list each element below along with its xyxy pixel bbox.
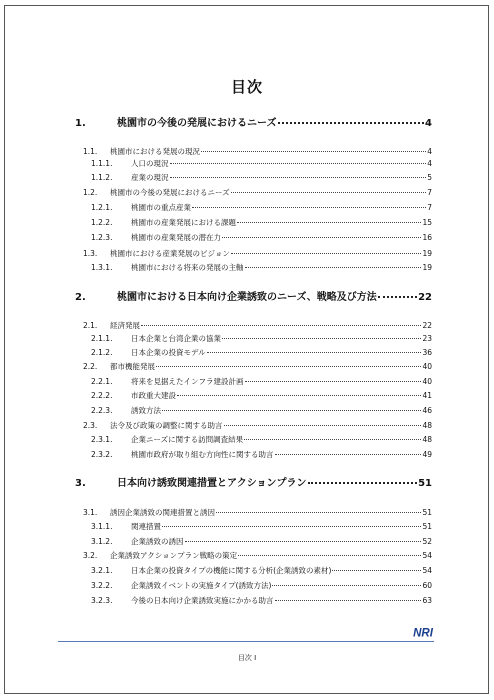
- toc-number: 1.2.1.: [91, 203, 113, 212]
- toc-leader-dots: [170, 163, 427, 164]
- toc-leader-dots: [378, 296, 417, 298]
- toc-leader-dots: [185, 541, 422, 542]
- toc-number: 2.1.: [83, 321, 98, 330]
- toc-page-number: 51: [422, 508, 432, 517]
- toc-page-number: 15: [422, 218, 432, 227]
- toc-entry[interactable]: [83, 187, 432, 199]
- toc-label: 桃園市の重点産業: [131, 203, 191, 212]
- toc-leader-dots: [156, 366, 421, 367]
- toc-leader-dots: [207, 352, 422, 353]
- toc-entry[interactable]: [91, 405, 432, 417]
- toc-chapter[interactable]: [75, 478, 432, 490]
- toc-page-number: 48: [422, 421, 432, 430]
- toc-page-number: 51: [422, 522, 432, 531]
- toc-label: 日本企業と台湾企業の協業: [131, 334, 221, 343]
- toc-leader-dots: [222, 237, 421, 238]
- toc-entry[interactable]: [91, 217, 432, 229]
- toc-page-number: 41: [422, 391, 432, 400]
- toc-leader-dots: [245, 381, 422, 382]
- toc-label: 法令及び政策の調整に関する助言: [110, 421, 223, 430]
- toc-page-number: 54: [422, 566, 432, 575]
- toc-entry[interactable]: [91, 376, 432, 388]
- toc-page-number: 23: [422, 334, 432, 343]
- toc-entry[interactable]: [91, 262, 432, 274]
- toc-chapter[interactable]: [75, 118, 432, 130]
- toc-page-number: 46: [422, 406, 432, 415]
- toc-label: 桃園市の産業発展の潜在力: [131, 233, 221, 242]
- toc-label: 今後の日本向け企業誘致実施にかかる助言: [131, 596, 274, 605]
- toc-number: 1.3.: [83, 249, 98, 258]
- toc-entry[interactable]: [91, 158, 432, 170]
- toc-number: 3.1.: [83, 508, 98, 517]
- toc-leader-dots: [231, 192, 427, 193]
- toc-leader-dots: [141, 325, 421, 326]
- document-title: 目次: [230, 78, 263, 96]
- toc-number: 3.1.2.: [91, 537, 113, 546]
- toc-page-number: 4: [427, 147, 432, 156]
- toc-label: 人口の現況: [131, 159, 169, 168]
- toc-page-number: 16: [422, 233, 432, 242]
- toc-number: 1.1.2.: [91, 173, 113, 182]
- toc-number: 3.2.2.: [91, 581, 113, 590]
- toc-entry[interactable]: [83, 420, 432, 432]
- toc-number: 1.: [75, 118, 86, 129]
- toc-number: 2.3.: [83, 421, 98, 430]
- toc-entry[interactable]: [83, 507, 432, 519]
- toc-entry[interactable]: [91, 232, 432, 244]
- toc-label: 経済発展: [110, 321, 140, 330]
- toc-entry[interactable]: [91, 565, 432, 577]
- toc-number: 1.2.3.: [91, 233, 113, 242]
- toc-entry[interactable]: [91, 521, 432, 533]
- toc-leader-dots: [237, 222, 421, 223]
- toc-label: 市政重大建設: [131, 391, 176, 400]
- toc-number: 2.2.2.: [91, 391, 113, 400]
- toc-leader-dots: [238, 555, 421, 556]
- toc-label: 桃園市政府が取り組む方向性に関する助言: [131, 450, 274, 459]
- toc-leader-dots: [162, 410, 421, 411]
- toc-number: 3.2.1.: [91, 566, 113, 575]
- toc-page-number: 36: [422, 348, 432, 357]
- toc-page-number: 40: [422, 377, 432, 386]
- toc-page-number: 19: [422, 263, 432, 272]
- toc-label: 企業誘致アクションプラン戦略の策定: [110, 551, 238, 560]
- toc-page-number: 63: [422, 596, 432, 605]
- toc-label: 日本向け誘致関連措置とアクションプラン: [117, 478, 307, 489]
- toc-number: 3.: [75, 478, 86, 489]
- toc-leader-dots: [170, 177, 427, 178]
- toc-number: 1.3.1.: [91, 263, 113, 272]
- toc-entry[interactable]: [91, 449, 432, 461]
- toc-label: 都市機能発展: [110, 362, 155, 371]
- toc-leader-dots: [244, 439, 421, 440]
- toc-number: 1.2.: [83, 188, 98, 197]
- toc-number: 1.1.: [83, 147, 98, 156]
- toc-label: 関連措置: [131, 522, 161, 531]
- toc-page-number: 52: [422, 537, 432, 546]
- toc-label: 将来を見据えたインフラ建設計画: [131, 377, 244, 386]
- toc-leader-dots: [162, 526, 421, 527]
- toc-label: 桃園市の産業発展における課題: [131, 218, 236, 227]
- toc-page-number: 5: [427, 173, 432, 182]
- toc-label: 桃園市の今後の発展におけるニーズ: [117, 118, 277, 129]
- toc-label: 桃園市における産業発展のビジョン: [110, 249, 230, 258]
- toc-leader-dots: [278, 122, 425, 124]
- toc-entry[interactable]: [83, 361, 432, 373]
- toc-label: 日本企業の投資モデル: [131, 348, 206, 357]
- toc-leader-dots: [245, 267, 422, 268]
- toc-label: 誘致方法: [131, 406, 161, 415]
- toc-number: 1.1.1.: [91, 159, 113, 168]
- toc-page-number: 60: [422, 581, 432, 590]
- toc-leader-dots: [216, 512, 421, 513]
- toc-leader-dots: [275, 600, 422, 601]
- toc-page-number: 19: [422, 249, 432, 258]
- toc-number: 1.2.2.: [91, 218, 113, 227]
- toc-entry[interactable]: [91, 333, 432, 345]
- nri-logo: [410, 626, 436, 638]
- toc-leader-dots: [275, 454, 422, 455]
- toc-page-number: 54: [422, 551, 432, 560]
- toc-page-number: 49: [422, 450, 432, 459]
- toc-label: 企業ニーズに関する訪問調査結果: [131, 435, 244, 444]
- toc-leader-dots: [177, 395, 421, 396]
- toc-page-number: 48: [422, 435, 432, 444]
- toc-entry[interactable]: [91, 347, 432, 359]
- toc-entry[interactable]: [83, 248, 432, 260]
- toc-entry[interactable]: [83, 146, 432, 158]
- toc-leader-dots: [224, 425, 422, 426]
- toc-label: 桃園市における発展の現況: [110, 147, 200, 156]
- toc-number: 2.3.2.: [91, 450, 113, 459]
- toc-number: 2.: [75, 292, 86, 303]
- toc-number: 3.2.: [83, 551, 98, 560]
- toc-entry[interactable]: [83, 550, 432, 562]
- toc-label: 桃園市における将来の発展の主軸: [131, 263, 244, 272]
- toc-page-number: 7: [427, 203, 432, 212]
- toc-number: 2.2.1.: [91, 377, 113, 386]
- toc-page-number: 22: [418, 292, 432, 303]
- logo-text: NRI: [413, 627, 433, 638]
- toc-label: 企業誘致イベントの実施タイプ(誘致方法): [131, 581, 272, 590]
- toc-label: 誘因企業誘致の関連措置と誘因: [110, 508, 215, 517]
- toc-entry[interactable]: [91, 536, 432, 548]
- toc-chapter[interactable]: [75, 292, 432, 304]
- toc-number: 2.1.1.: [91, 334, 113, 343]
- toc-entry[interactable]: [91, 434, 432, 446]
- toc-entry[interactable]: [91, 202, 432, 214]
- toc-leader-dots: [272, 585, 421, 586]
- toc-page-number: 7: [427, 188, 432, 197]
- toc-label: 産業の現況: [131, 173, 169, 182]
- toc-leader-dots: [332, 570, 421, 571]
- toc-label: 桃園市における日本向け企業誘致のニーズ、戦略及び方法: [117, 292, 377, 303]
- toc-page-number: 51: [418, 478, 432, 489]
- toc-page-number: 4: [425, 118, 432, 129]
- toc-number: 3.1.1.: [91, 522, 113, 531]
- toc-page-number: 22: [422, 321, 432, 330]
- toc-label: 日本企業の投資タイプの機能に関する分析(企業誘致の素材): [131, 566, 332, 575]
- toc-entry[interactable]: [91, 390, 432, 402]
- toc-entry[interactable]: [83, 320, 432, 332]
- toc-entry[interactable]: [91, 595, 432, 607]
- toc-page-number: 40: [422, 362, 432, 371]
- toc-number: 3.2.3.: [91, 596, 113, 605]
- toc-number: 2.1.2.: [91, 348, 113, 357]
- toc-number: 2.3.1.: [91, 435, 113, 444]
- toc-number: 2.2.: [83, 362, 98, 371]
- toc-leader-dots: [201, 151, 426, 152]
- toc-entry[interactable]: [91, 172, 432, 184]
- toc-leader-dots: [222, 338, 421, 339]
- toc-leader-dots: [231, 253, 422, 254]
- toc-page-number: 4: [427, 159, 432, 168]
- page-footer: 目次 I: [237, 654, 257, 662]
- toc-label: 桃園市の今後の発展におけるニーズ: [110, 188, 230, 197]
- toc-label: 企業誘致の誘因: [131, 537, 184, 546]
- toc-leader-dots: [192, 207, 426, 208]
- toc-number: 2.2.3.: [91, 406, 113, 415]
- toc-entry[interactable]: [91, 580, 432, 592]
- footer-rule: [58, 641, 434, 642]
- toc-leader-dots: [308, 482, 418, 484]
